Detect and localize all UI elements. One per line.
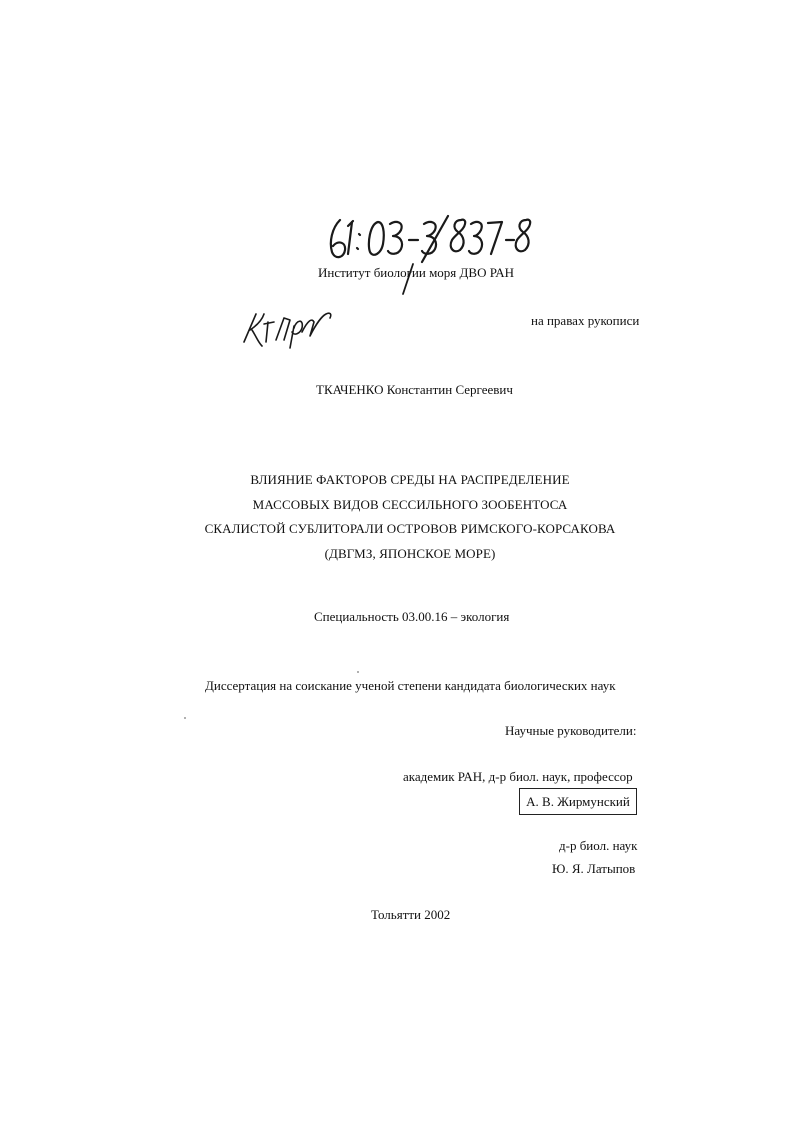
handwritten-signature <box>238 306 338 352</box>
scan-speck <box>184 717 186 719</box>
pen-stroke <box>400 262 416 296</box>
specialty: Специальность 03.00.16 – экология <box>314 609 510 624</box>
title-line: (ДВГМЗ, ЯПОНСКОЕ МОРЕ) <box>324 545 496 561</box>
city-year: Тольятти 2002 <box>371 907 451 922</box>
title-line: МАССОВЫХ ВИДОВ СЕССИЛЬНОГО ЗООБЕНТОСА <box>252 496 568 512</box>
handwritten-catalog-code <box>326 214 536 266</box>
supervisor-2-title: д-р биол. наук <box>559 838 638 853</box>
manuscript-rights: на правах рукописи <box>531 313 640 328</box>
supervisor-2-name: Ю. Я. Латыпов <box>552 861 636 876</box>
author-name: ТКАЧЕНКО Константин Сергеевич <box>316 382 513 397</box>
title-line: ВЛИЯНИЕ ФАКТОРОВ СРЕДЫ НА РАСПРЕДЕЛЕНИЕ <box>250 472 570 487</box>
supervisor-1-title: академик РАН, д-р биол. наук, профессор <box>403 769 633 784</box>
scan-speck <box>357 671 359 673</box>
title-line: СКАЛИСТОЙ СУБЛИТОРАЛИ ОСТРОВОВ РИМСКОГО-КОРСАКОВА <box>204 521 616 536</box>
dissertation-title <box>150 468 670 566</box>
supervisor-1-name: А. В. Жирмунский <box>519 788 637 815</box>
dissertation-degree: Диссертация на соискание ученой степени кандидата биологических наук <box>205 678 616 693</box>
institute-name: Институт биологии моря ДВО РАН <box>318 265 515 280</box>
supervisors-heading: Научные руководители: <box>505 723 637 738</box>
